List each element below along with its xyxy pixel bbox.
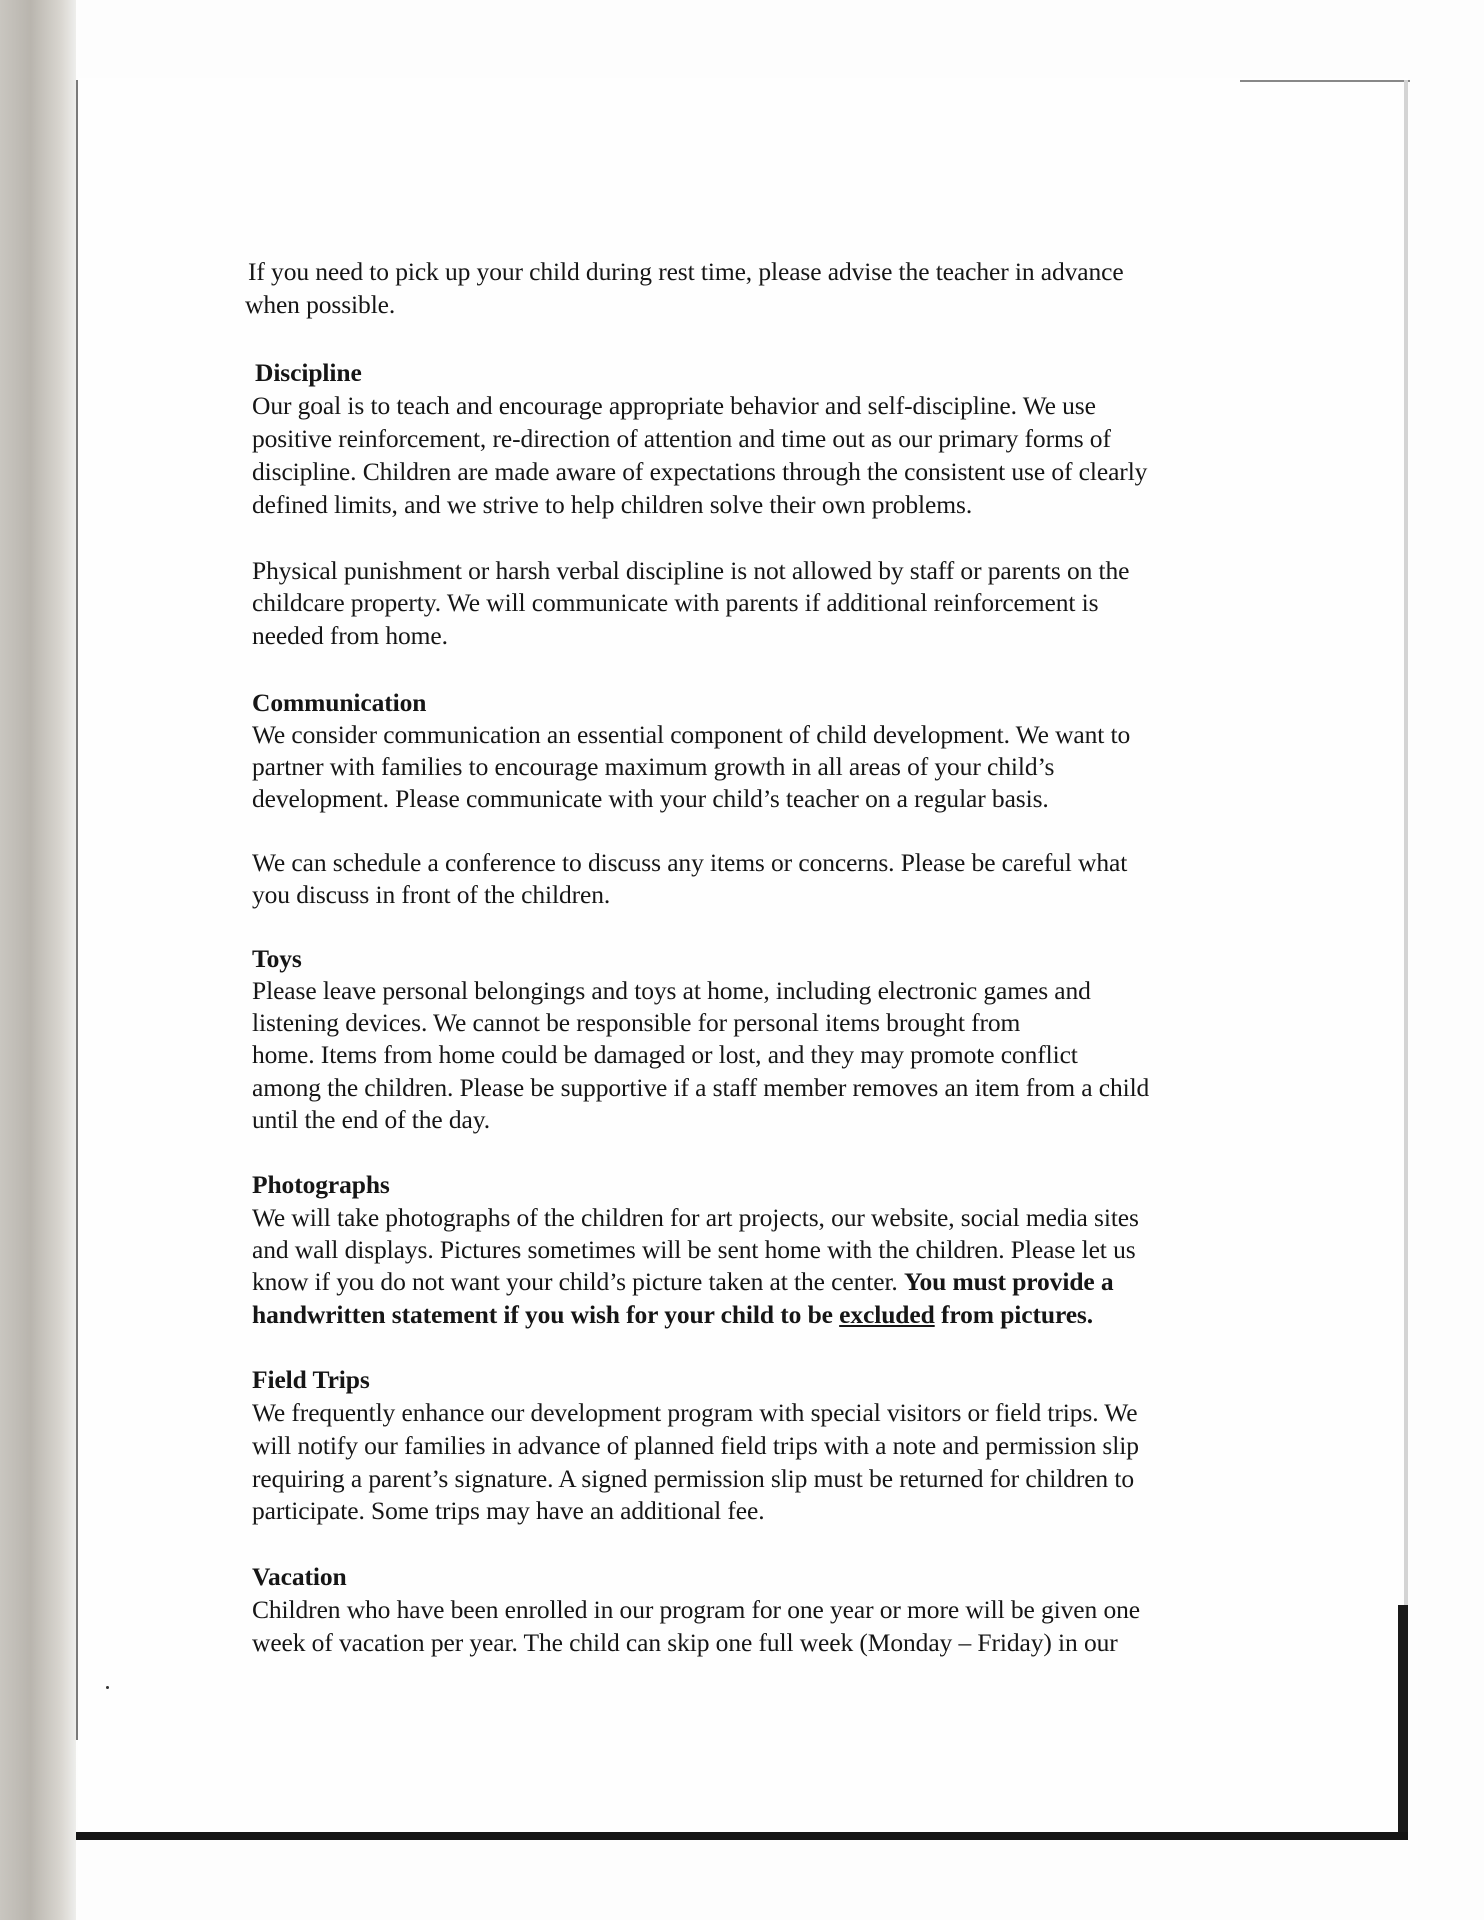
paper-top-edge — [1240, 80, 1410, 82]
paragraph-line: home. Items from home could be damaged or lost, and they may promote conflict — [252, 1040, 1078, 1069]
scan-right-shadow — [1398, 1605, 1408, 1837]
paragraph-line: discipline. Children are made aware of expectations through the consistent use of clearly — [252, 457, 1148, 486]
underlined-text: excluded — [839, 1300, 935, 1329]
paragraph-line: childcare property. We will communicate with parents if additional reinforcement is — [252, 588, 1099, 617]
paragraph-line: will notify our families in advance of planned field trips with a note and permission slip — [252, 1431, 1139, 1460]
bold-text: You must provide a — [903, 1267, 1114, 1296]
section-heading: Photographs — [252, 1170, 390, 1199]
paragraph-line: Our goal is to teach and encourage appropriate behavior and self-discipline. We use — [252, 391, 1096, 420]
speck — [106, 1686, 109, 1689]
paragraph-line: listening devices. We cannot be responsible for personal items brought from — [252, 1008, 1021, 1037]
paragraph-line: week of vacation per year. The child can skip one full week (Monday – Friday) in our — [252, 1628, 1118, 1657]
section-heading: Toys — [252, 944, 302, 973]
paragraph-line: development. Please communicate with your child’s teacher on a regular basis. — [252, 784, 1049, 813]
scan-left-edge — [0, 0, 76, 1920]
paragraph-line: We can schedule a conference to discuss any items or concerns. Please be careful what — [252, 848, 1128, 877]
scan-bottom-edge — [76, 1832, 1408, 1840]
photographs-line-3 — [252, 1267, 1114, 1297]
paragraph-line: Physical punishment or harsh verbal discipline is not allowed by staff or parents on the — [252, 556, 1130, 585]
paragraph-line: We consider communication an essential component of child development. We want to — [252, 720, 1131, 749]
section-heading: Discipline — [255, 358, 362, 387]
section-heading: Vacation — [252, 1562, 347, 1591]
paragraph-line: when possible. — [245, 290, 396, 319]
paragraph-line: needed from home. — [252, 621, 448, 650]
section-heading: Field Trips — [252, 1365, 370, 1394]
paragraph-line: We frequently enhance our development program with special visitors or field trips. We — [252, 1398, 1138, 1427]
paragraph-line: participate. Some trips may have an additional fee. — [252, 1496, 765, 1525]
paragraph-line: positive reinforcement, re-direction of attention and time out as our primary forms of — [252, 424, 1111, 453]
paragraph-line: and wall displays. Pictures sometimes will be sent home with the children. Please let us — [252, 1235, 1136, 1264]
text: know if you do not want your child’s picture taken at the center. — [252, 1267, 904, 1296]
paragraph-line: Please leave personal belongings and toys at home, including electronic games and — [252, 976, 1091, 1005]
paragraph-line: partner with families to encourage maximum growth in all areas of your child’s — [252, 752, 1055, 781]
paragraph-line: We will take photographs of the children for art projects, our website, social media sites — [252, 1203, 1139, 1232]
paragraph-line: requiring a parent’s signature. A signed permission slip must be returned for children to — [252, 1464, 1134, 1493]
section-heading: Communication — [252, 688, 427, 717]
paragraph-line: defined limits, and we strive to help children solve their own problems. — [252, 490, 973, 519]
bold-text: from pictures. — [934, 1300, 1094, 1329]
paper-right-edge — [1404, 80, 1408, 1830]
paragraph-line: until the end of the day. — [252, 1105, 491, 1134]
paragraph-line: among the children. Please be supportive if a staff member removes an item from a child — [252, 1073, 1150, 1102]
paper-left-border — [76, 80, 78, 1740]
paragraph-line: If you need to pick up your child during rest time, please advise the teacher in advance — [248, 257, 1124, 286]
bold-text: handwritten statement if you wish for your child to be — [252, 1300, 840, 1329]
paragraph-line: Children who have been enrolled in our program for one year or more will be given one — [252, 1595, 1140, 1624]
paragraph-line: you discuss in front of the children. — [252, 880, 611, 909]
photographs-line-4 — [252, 1300, 1093, 1330]
